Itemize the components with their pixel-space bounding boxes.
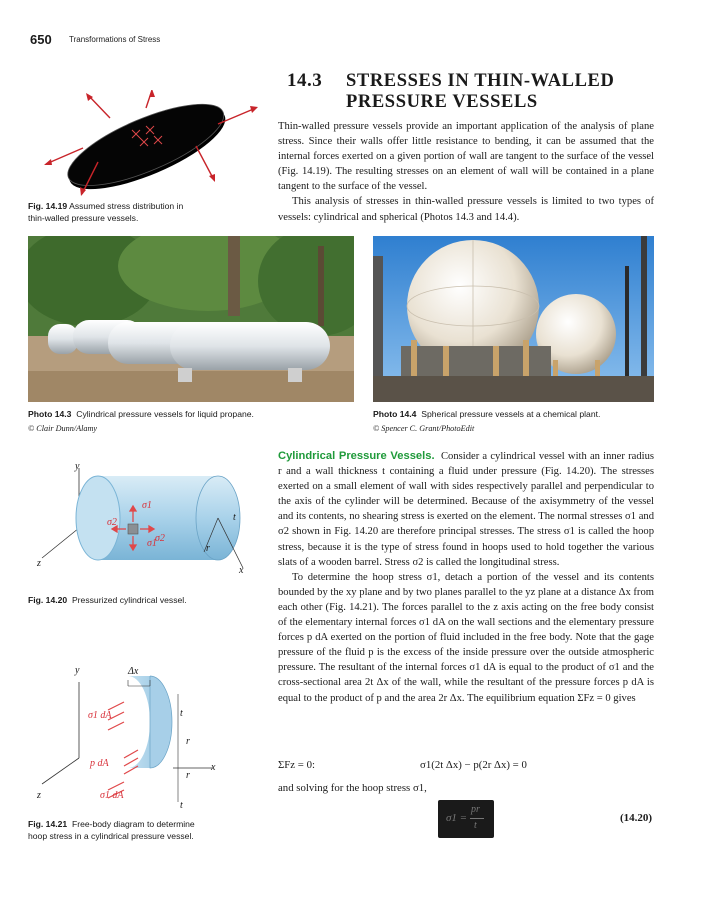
- fig-14-21-r-top: r: [186, 736, 190, 747]
- hoop-stress-numerator: pr: [471, 804, 480, 815]
- after-equation-text: and solving for the hoop stress σ1,: [278, 782, 427, 794]
- cylindrical-paragraph-1: Consider a cylindrical vessel with an inner radius r and a wall thickness t containing a fluid under pressure (Fig. 14.20). The stresses exerted on a small element of wall with sides respectively parallel and perpendicular to the axis of the cylinder will be determined. Because of the axisymmetry of the vessel and its contents, no shearing stress is exerted on the element. The normal stresses σ1 and σ2 shown in Fig. 14.20 are therefore principal stresses. The stress σ1 is called the hoop stress, because it is the type of stress found in hoops used to hold together the various slats of a wooden barrel. Stress σ2 is called the longitudinal stress.: [278, 451, 655, 568]
- photo-14-3-caption-text: Cylindrical pressure vessels for liquid propane.: [76, 409, 254, 419]
- z-axis-line: [42, 528, 79, 558]
- photo-14-4-credit: © Spencer C. Grant/PhotoEdit: [373, 424, 475, 433]
- photo-14-4-spherical-tanks: [373, 236, 654, 402]
- fig-14-20-sigma1-bottom: σ1: [147, 538, 157, 549]
- fig-14-20-label: Fig. 14.20: [28, 595, 68, 605]
- photo-14-3-caption: [28, 408, 254, 420]
- fig-14-21-t-top: t: [180, 708, 183, 719]
- intro-paragraph-2: This analysis of stresses in thin-walled pressure vessels is limited to two types of vessels: cylindrical and spherical (Photos 14.3 and 14.4).: [278, 196, 654, 223]
- fig-14-21-caption: [28, 818, 268, 842]
- fig-14-19-label: Fig. 14.19: [28, 201, 68, 211]
- fig-14-20-t-label: t: [233, 512, 236, 523]
- section-title-line2: PRESSURE VESSELS: [346, 92, 538, 112]
- fig-14-20-caption-text: Pressurized cylindrical vessel.: [71, 595, 187, 605]
- cylindrical-heading: Cylindrical Pressure Vessels.: [278, 450, 435, 462]
- fig-14-21-pdA: p dA: [90, 758, 109, 769]
- fig-14-20-z-label: z: [37, 558, 41, 569]
- force-arrows: [108, 702, 138, 798]
- fig-14-21-z-label: z: [37, 790, 41, 801]
- fig-14-19-caption-line2: thin-walled pressure vessels.: [28, 213, 139, 223]
- z-axis-line: [42, 758, 79, 784]
- fig-14-19-disk-diagram: [28, 90, 268, 200]
- page-number: 650: [30, 32, 52, 47]
- intro-text: [278, 119, 654, 225]
- fraction-bar: [470, 818, 484, 819]
- cylindrical-paragraph-2: To determine the hoop stress σ1, detach a portion of the vessel and its contents bounded by the xy plane and by two planes parallel to the yz plane at a distance Δx from each other (Fig. 14.21). The forces parallel to the z axis acting on the free body consist of the elementary internal forces σ1 dA on the wall sections and the elementary pressure forces p dA exerted on the portion of fluid included in the free body. Note that the gage pressure of the fluid p is the excess of the inside pressure over the outside atmospheric pressure. The resultant of the internal forces σ1 dA is equal to the product of σ1 and the cross-sectional area 2t Δx of the wall, while the resultant of the pressure forces p dA is equal to the product of p and the area 2r Δx. The equilibrium equation ΣFz = 0 gives: [278, 571, 654, 704]
- photo-14-4-label: Photo 14.4: [373, 409, 417, 419]
- fig-14-20-sigma1-top: σ1: [142, 500, 152, 511]
- fig-14-21-dx-label: Δx: [128, 666, 139, 677]
- equilibrium-lhs: ΣFz = 0:: [278, 759, 315, 771]
- fig-14-20-cylinder-diagram: [28, 458, 268, 588]
- fig-14-21-caption-line1: Free-body diagram to determine: [71, 819, 195, 829]
- fig-14-21-t-bottom: t: [180, 800, 183, 811]
- fig-14-19-caption-line1: Assumed stress distribution in: [69, 201, 184, 211]
- slice-face: [150, 676, 172, 768]
- fig-14-21-x-label: x: [211, 762, 216, 773]
- photo-14-3-label: Photo 14.3: [28, 409, 72, 419]
- fig-14-21-caption-line2: hoop stress in a cylindrical pressure vessel.: [28, 831, 194, 841]
- fig-14-21-s1dA-bottom: σ1 dA: [100, 790, 124, 801]
- fig-14-20-x-label: x: [239, 565, 244, 576]
- fig-14-19-caption: [28, 200, 268, 224]
- hoop-stress-box: [438, 800, 494, 838]
- equation-number: (14.20): [620, 812, 653, 824]
- intro-paragraph-1: Thin-walled pressure vessels provide an important application of the analysis of plane stress. Since their walls offer little resistance to bending, it can be assumed that the internal forces exerted on a given portion of wall are tangent to the surface of the vessel (Fig. 14.19). The resulting stresses on an element of wall will be contained in a plane tangent to the surface of the vessel.: [278, 121, 654, 193]
- fig-14-21-free-body-diagram: [28, 662, 268, 812]
- fig-14-20-y-label: y: [75, 461, 80, 472]
- cylindrical-section: [278, 449, 654, 706]
- photo-14-4-caption-text: Spherical pressure vessels at a chemical plant.: [421, 409, 601, 419]
- running-head: Transformations of Stress: [69, 35, 161, 44]
- section-number: 14.3: [287, 70, 323, 91]
- hoop-stress-denominator: t: [474, 820, 477, 831]
- fig-14-21-y-label: y: [75, 665, 80, 676]
- photo-14-3-cylindrical-tanks: [28, 236, 354, 402]
- fig-14-20-sigma2-right: σ2: [155, 533, 165, 544]
- fig-14-20-r-label: r: [206, 543, 210, 554]
- hoop-stress-lhs: σ1 =: [446, 812, 468, 824]
- fig-14-21-r-bottom: r: [186, 770, 190, 781]
- stress-element: [128, 524, 138, 534]
- fig-14-21-label: Fig. 14.21: [28, 819, 68, 829]
- fig-14-21-s1dA-top: σ1 dA: [88, 710, 112, 721]
- photo-14-4-caption: [373, 408, 600, 420]
- photo-14-3-credit: © Clair Dunn/Alamy: [28, 424, 97, 433]
- fig-14-20-caption: [28, 594, 187, 606]
- equilibrium-rhs: σ1(2t Δx) − p(2r Δx) = 0: [420, 759, 527, 771]
- section-title-line1: STRESSES IN THIN-WALLED: [346, 71, 615, 91]
- fig-14-20-sigma2-left: σ2: [107, 517, 117, 528]
